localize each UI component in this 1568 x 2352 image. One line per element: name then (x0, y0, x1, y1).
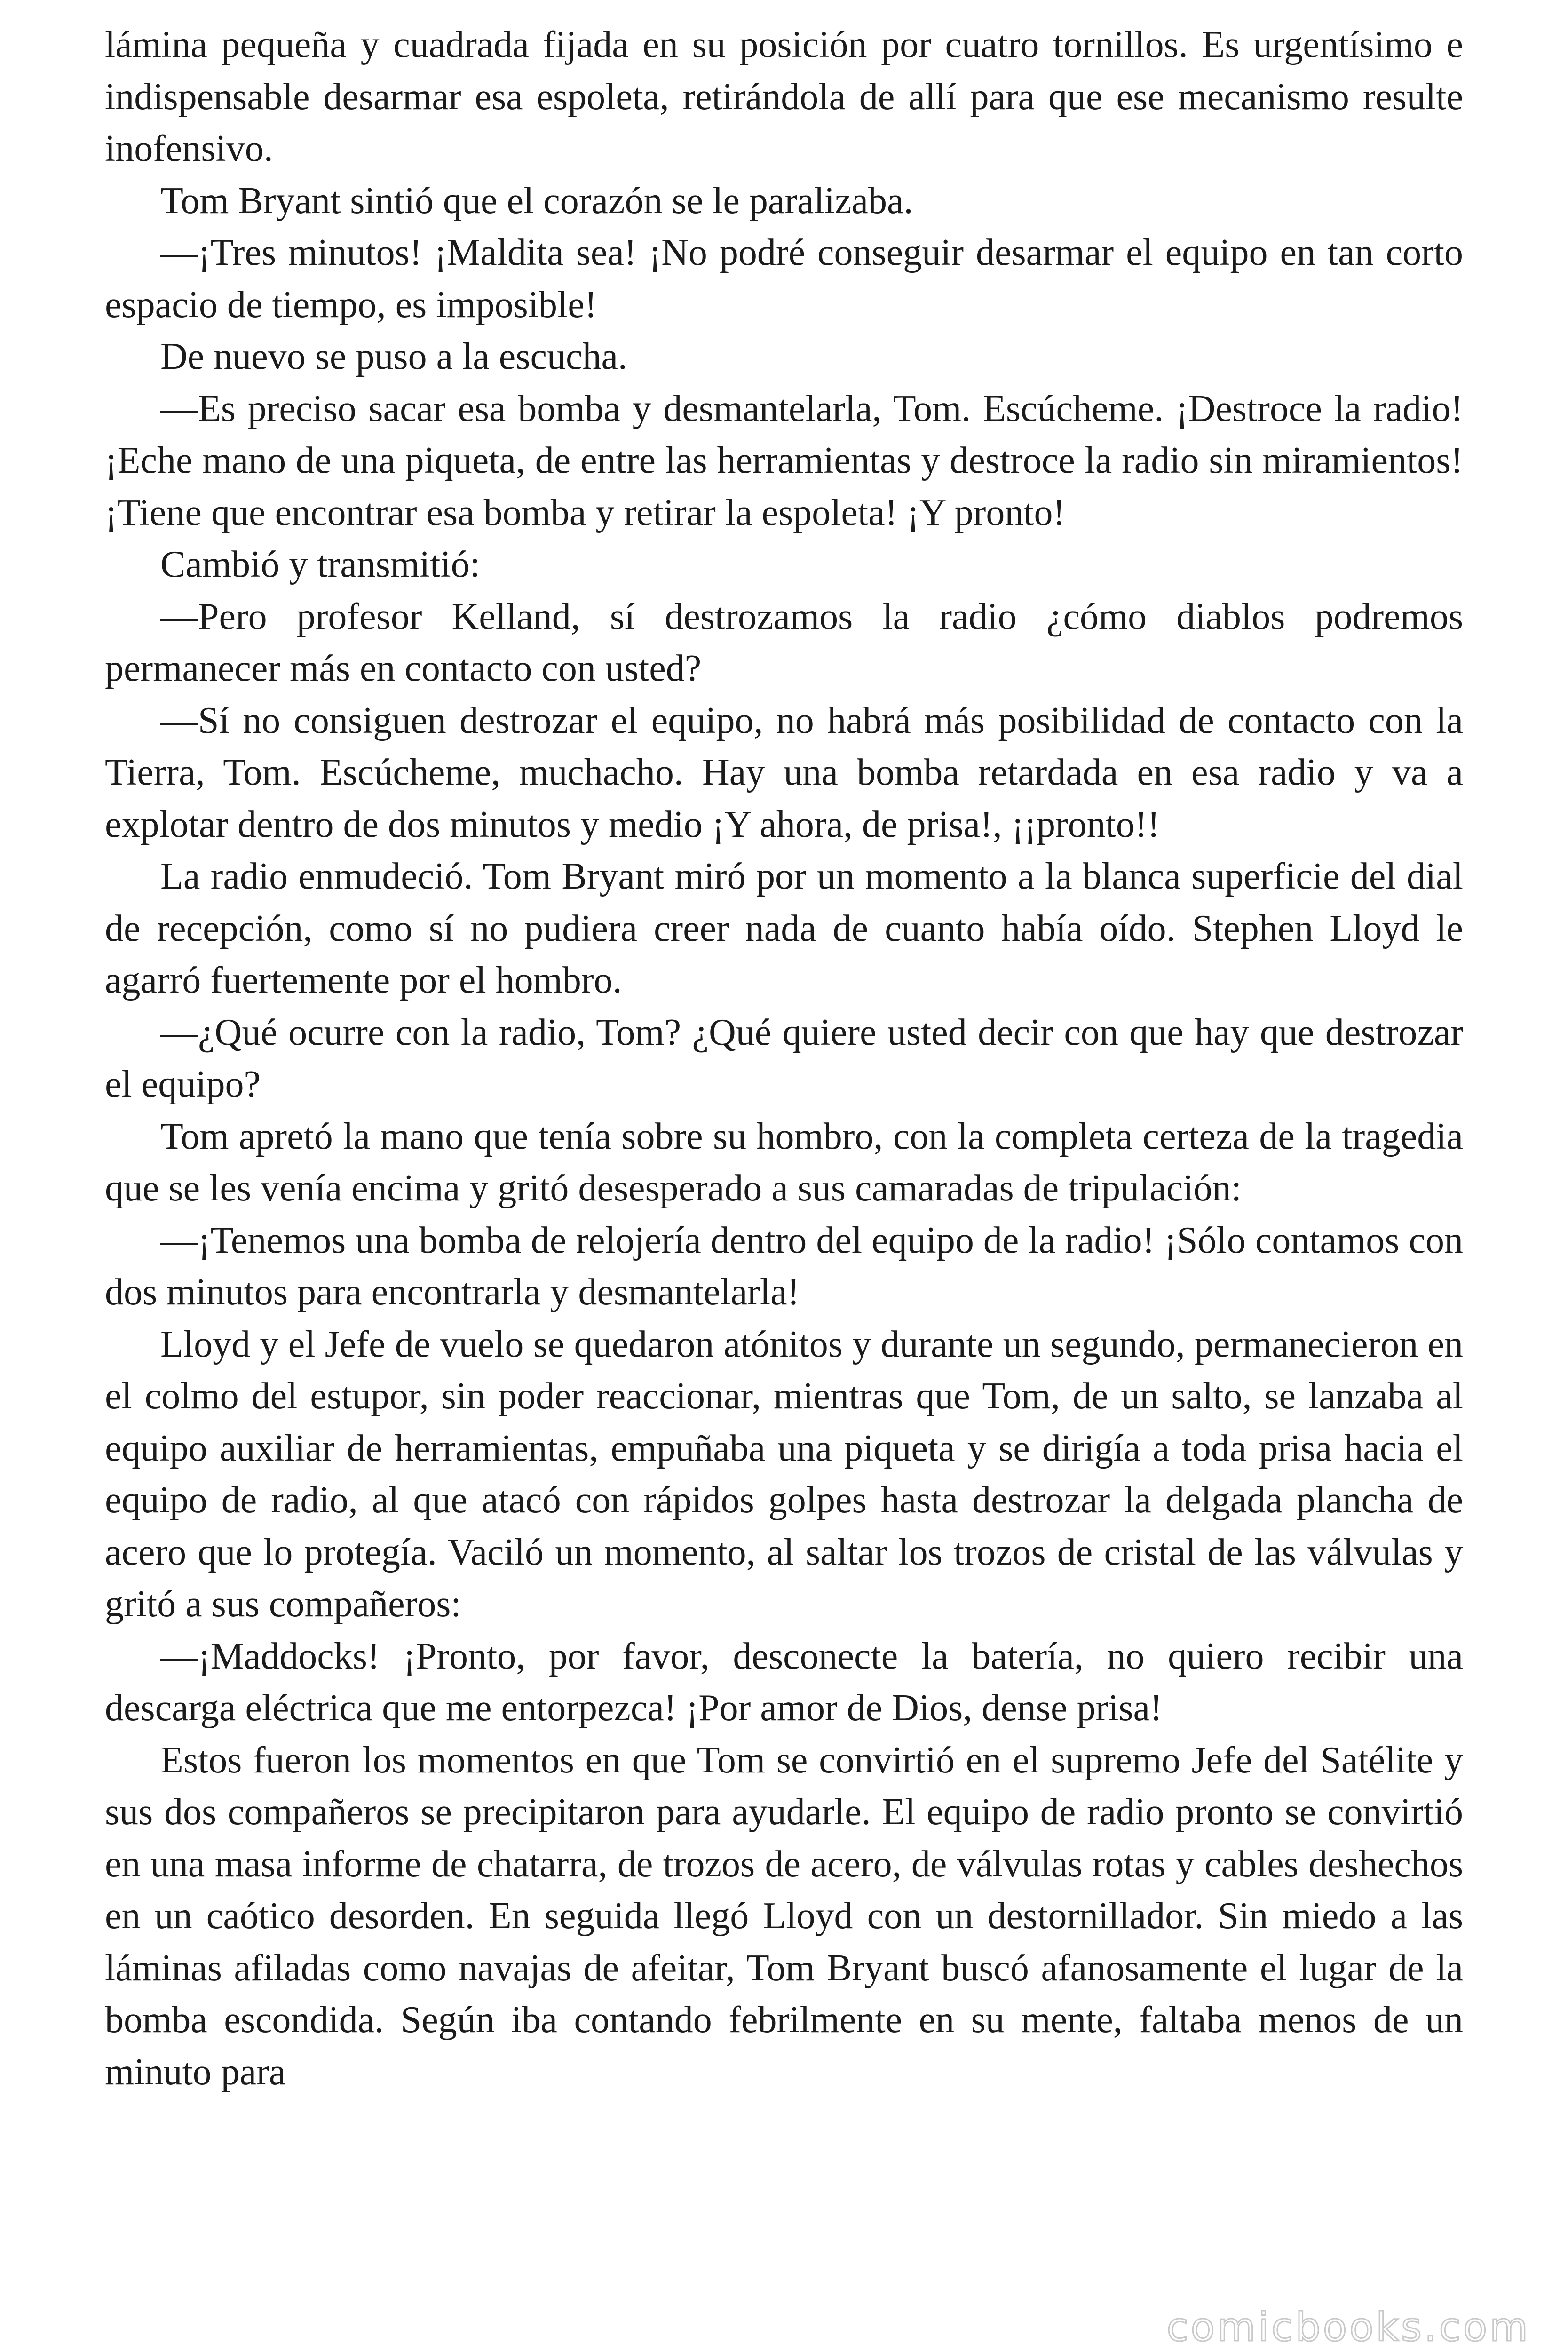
paragraph-12: —¡Tenemos una bomba de relojería dentro del equipo de la radio! ¡Sólo contamos con dos minutos para encontrarla y desmantelarla! (105, 1219, 1463, 1313)
paragraph-6: Cambió y transmitió: (160, 544, 480, 585)
paragraph-11: Tom apretó la mano que tenía sobre su hombro, con la completa certeza de la tragedia que se les venía encima y gritó desesperado a sus camaradas de tripulación: (105, 1115, 1463, 1209)
paragraph-10: —¿Qué ocurre con la radio, Tom? ¿Qué quiere usted decir con que hay que destrozar el equipo? (105, 1011, 1463, 1105)
paragraph-4: De nuevo se puso a la escucha. (160, 336, 627, 377)
paragraph-3: —¡Tres minutos! ¡Maldita sea! ¡No podré conseguir desarmar el equipo en tan corto espacio de tiempo, es imposible! (105, 232, 1463, 326)
paragraph-9: La radio enmudeció. Tom Bryant miró por un momento a la blanca superficie del dial de recepción, como sí no pudiera creer nada de cuanto había oído. Stephen Lloyd le agarró fuertemente por el hombro. (105, 856, 1463, 1001)
paragraph-14: —¡Maddocks! ¡Pronto, por favor, desconecte la batería, no quiero recibir una descarga eléctrica que me entorpezca! ¡Por amor de Dios, dense prisa! (105, 1635, 1463, 1729)
paragraph-7: —Pero profesor Kelland, sí destrozamos la radio ¿cómo diablos podremos permanecer más en contacto con usted? (105, 596, 1463, 689)
paragraph-13: Lloyd y el Jefe de vuelo se quedaron atónitos y durante un segundo, permanecieron en el colmo del estupor, sin poder reaccionar, mientras que Tom, de un salto, se lanzaba al equipo auxiliar de herramientas, empuñaba una piqueta y se dirigía a toda prisa hacia el equipo de radio, al que atacó con rápidos golpes hasta destrozar la delgada plancha de acero que lo protegía. Vaciló un momento, al saltar los trozos de cristal de las válvulas y gritó a sus compañeros: (105, 1323, 1463, 1625)
watermark: comicbooks.com (1166, 2304, 1530, 2350)
paragraph-1: lámina pequeña y cuadrada fijada en su posición por cuatro tornillos. Es urgentísimo e indispensable desarmar esa espoleta, retirándola de allí para que ese mecanismo resulte inofensivo. (105, 24, 1463, 169)
paragraph-15: Estos fueron los momentos en que Tom se convirtió en el supremo Jefe del Satélite y sus dos compañeros se precipitaron para ayudarle. El equipo de radio pronto se convirtió en una masa informe de chatarra, de trozos de acero, de válvulas rotas y cables deshechos en un caótico desorden. En seguida llegó Lloyd con un destornillador. Sin miedo a las láminas afiladas como navajas de afeitar, Tom Bryant buscó afanosamente el lugar de la bomba escondida. Según iba contando febrilmente en su mente, faltaba menos de un minuto para (105, 1739, 1463, 2093)
book-page-text (105, 19, 1463, 2098)
paragraph-5: —Es preciso sacar esa bomba y desmantelarla, Tom. Escúcheme. ¡Destroce la radio! ¡Eche mano de una piqueta, de entre las herramientas y destroce la radio sin miramientos! ¡Tiene que encontrar esa bomba y retirar la espoleta! ¡Y pronto! (105, 388, 1463, 533)
paragraph-8: —Sí no consiguen destrozar el equipo, no habrá más posibilidad de contacto con la Tierra, Tom. Escúcheme, muchacho. Hay una bomba retardada en esa radio y va a explotar dentro de dos minutos y medio ¡Y ahora, de prisa!, ¡¡pronto!! (105, 699, 1463, 845)
paragraph-2: Tom Bryant sintió que el corazón se le paralizaba. (160, 180, 913, 222)
